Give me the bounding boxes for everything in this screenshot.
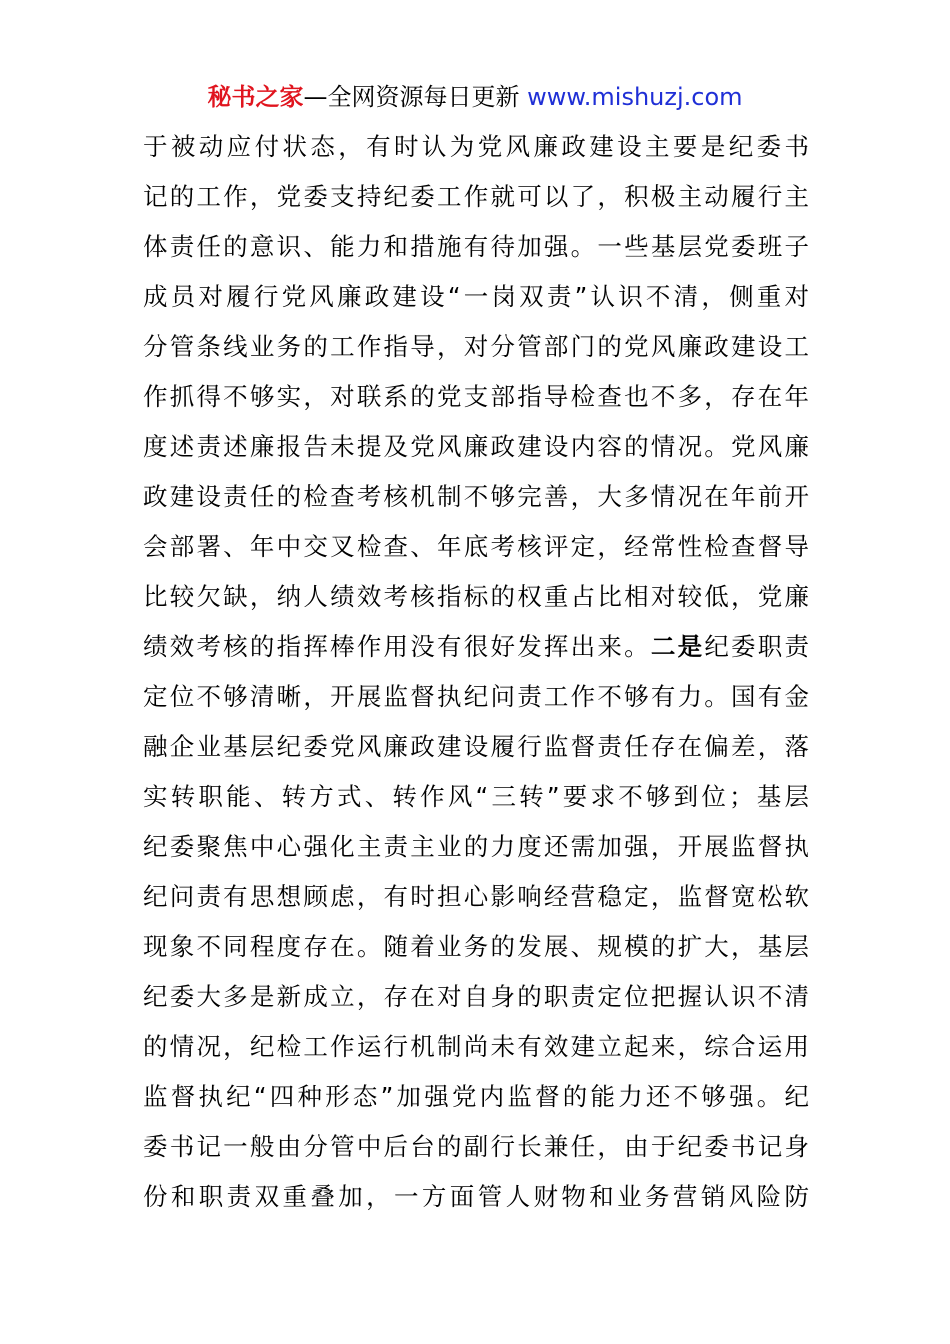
text-line: 实转职能、转方式、转作风“三转”要求不够到位；基层 (143, 782, 809, 811)
text-line: 定位不够清晰，开展监督执纪问责工作不够有力。国有金 (143, 682, 809, 711)
text-line: 纪委大多是新成立，存在对自身的职责定位把握认识不清 (143, 982, 809, 1011)
text-line: 纪委聚焦中心强化主责主业的力度还需加强，开展监督执 (143, 832, 809, 861)
text-line: 成员对履行党风廉政建设“一岗双责”认识不清，侧重对 (143, 282, 809, 311)
text-line: 融企业基层纪委党风廉政建设履行监督责任存在偏差，落 (143, 732, 809, 761)
text-line: 纪问责有思想顾虑，有时担心影响经营稳定，监督宽松软 (143, 882, 809, 911)
text-line: 比较欠缺，纳人绩效考核指标的权重占比相对较低，党廉 (143, 582, 809, 611)
header-url-link[interactable]: www.mishuzj.com (527, 83, 743, 111)
text-line: 会部署、年中交叉检查、年底考核评定，经常性检查督导 (143, 532, 809, 561)
bold-text-segment: 二是 (650, 632, 705, 661)
text-line: 于被动应付状态，有时认为党风廉政建设主要是纪委书 (143, 132, 809, 161)
text-line: 的情况，纪检工作运行机制尚未有效建立起来，综合运用 (143, 1032, 809, 1061)
header-brand: 秘书之家 (207, 83, 304, 111)
text-line: 度述责述廉报告未提及党风廉政建设内容的情况。党风廉 (143, 432, 809, 461)
text-segment: 绩效考核的指挥棒作用没有很好发挥出来。 (143, 632, 651, 661)
text-line-mixed (143, 622, 809, 672)
text-line: 作抓得不够实，对联系的党支部指导检查也不多，存在年 (143, 382, 809, 411)
text-line: 份和职责双重叠加，一方面管人财物和业务营销风险防 (143, 1182, 809, 1211)
header-tagline: —全网资源每日更新 (303, 83, 528, 111)
text-line: 分管条线业务的工作指导，对分管部门的党风廉政建设工 (143, 332, 809, 361)
text-line: 政建设责任的检查考核机制不够完善，大多情况在年前开 (143, 482, 809, 511)
page-header (0, 80, 950, 114)
text-line: 监督执纪“四种形态”加强党内监督的能力还不够强。纪 (143, 1082, 809, 1111)
text-line: 体责任的意识、能力和措施有待加强。一些基层党委班子 (143, 232, 809, 261)
body-paragraph (143, 122, 809, 1222)
text-segment: 纪委职责 (704, 632, 810, 661)
text-line: 委书记一般由分管中后台的副行长兼任，由于纪委书记身 (143, 1132, 809, 1161)
text-line: 现象不同程度存在。随着业务的发展、规模的扩大，基层 (143, 932, 809, 961)
text-line: 记的工作，党委支持纪委工作就可以了，积极主动履行主 (143, 182, 809, 211)
